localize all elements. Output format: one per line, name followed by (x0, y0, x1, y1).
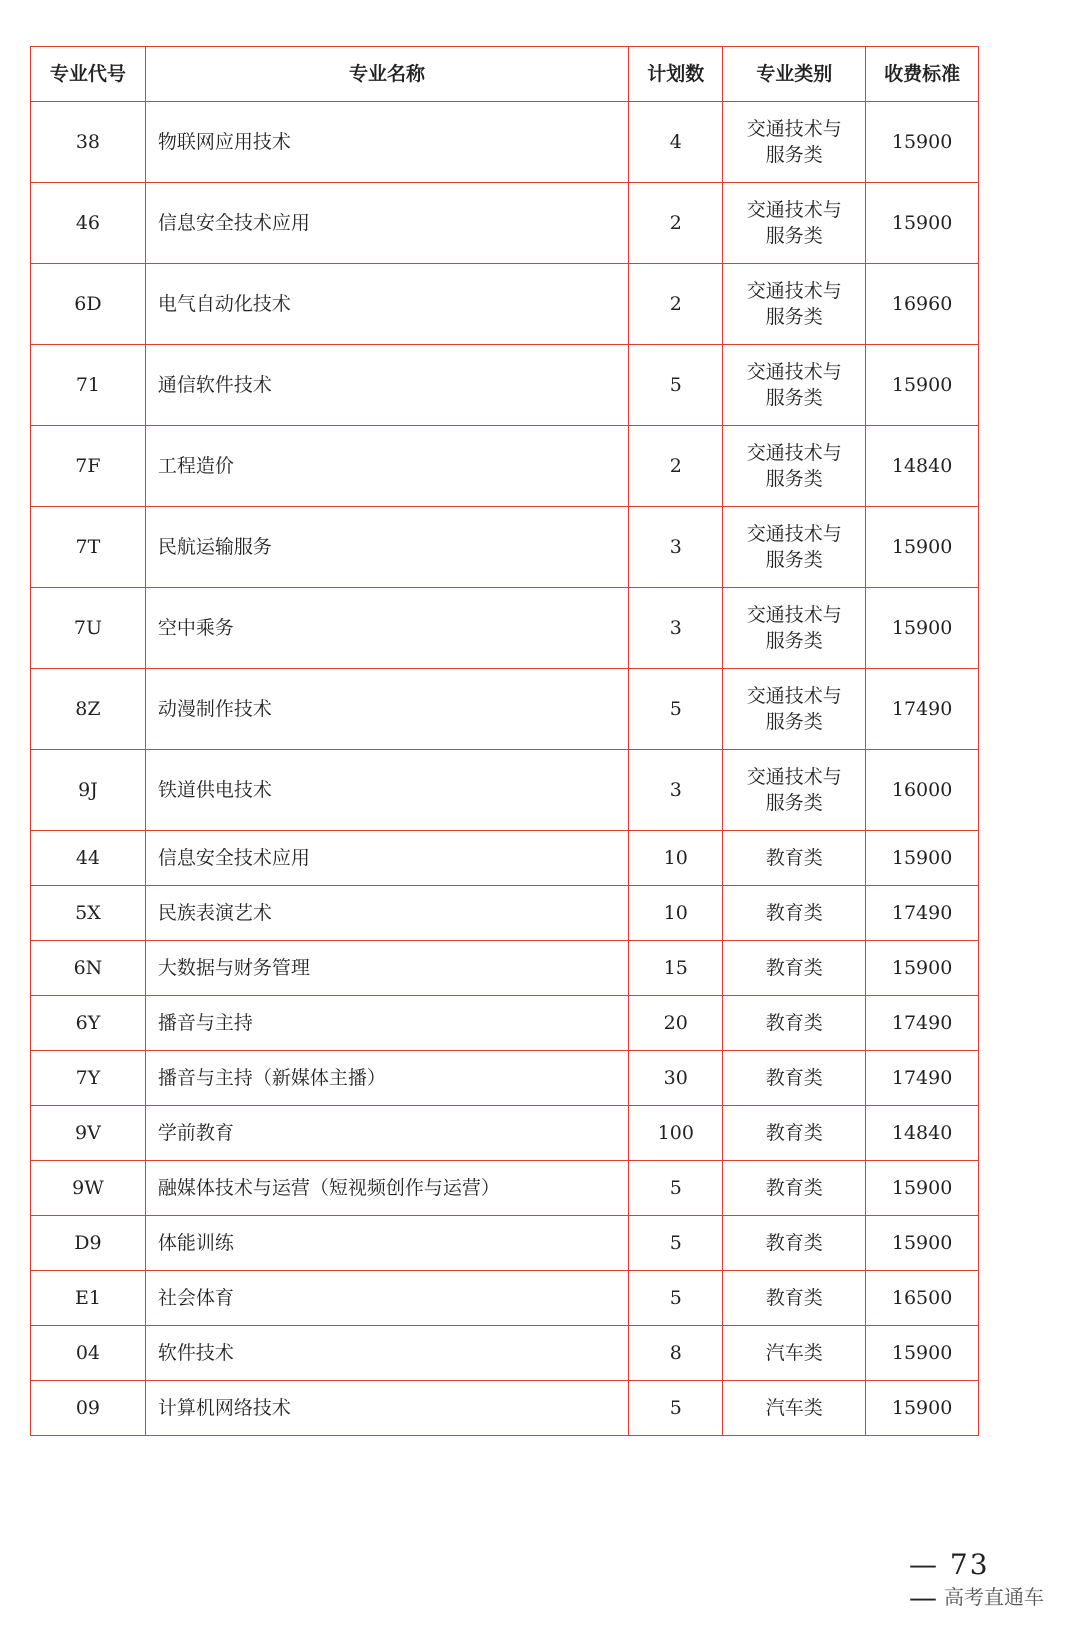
cell-fee: 16960 (866, 264, 979, 345)
cell-category (723, 1326, 866, 1381)
cell-name: 民族表演艺术 (145, 886, 628, 941)
cell-fee: 16000 (866, 750, 979, 831)
cell-code: 7F (31, 426, 146, 507)
cell-name: 动漫制作技术 (145, 669, 628, 750)
table-row (31, 941, 979, 996)
category-line-1: 教育类 (765, 1287, 823, 1309)
cell-fee: 15900 (866, 345, 979, 426)
table-row (31, 102, 979, 183)
cell-category (723, 886, 866, 941)
cell-fee: 15900 (866, 507, 979, 588)
category-line-2: 服务类 (765, 549, 823, 571)
cell-category (723, 426, 866, 507)
cell-code: 6D (31, 264, 146, 345)
cell-name: 体能训练 (145, 1216, 628, 1271)
cell-fee: 15900 (866, 831, 979, 886)
table-row (31, 1271, 979, 1326)
cell-plan: 5 (629, 669, 723, 750)
cell-fee: 15900 (866, 183, 979, 264)
category-line-1: 交通技术与 (746, 118, 842, 140)
cell-name: 铁道供电技术 (145, 750, 628, 831)
cell-plan: 2 (629, 264, 723, 345)
category-line-1: 交通技术与 (746, 766, 842, 788)
table-row (31, 183, 979, 264)
category-line-2: 服务类 (765, 387, 823, 409)
cell-code: 09 (31, 1381, 146, 1436)
cell-plan: 20 (629, 996, 723, 1051)
header-fee: 收费标准 (866, 47, 979, 102)
table-row (31, 996, 979, 1051)
cell-name: 信息安全技术应用 (145, 831, 628, 886)
cell-name: 民航运输服务 (145, 507, 628, 588)
table-row (31, 345, 979, 426)
category-line-1: 教育类 (765, 1232, 823, 1254)
cell-name: 空中乘务 (145, 588, 628, 669)
category-line-1: 教育类 (765, 1177, 823, 1199)
cell-plan: 4 (629, 102, 723, 183)
cell-code: 9W (31, 1161, 146, 1216)
category-line-1: 交通技术与 (746, 361, 842, 383)
table-header-row (31, 47, 979, 102)
cell-plan: 15 (629, 941, 723, 996)
cell-category (723, 1216, 866, 1271)
cell-plan: 30 (629, 1051, 723, 1106)
table-body (31, 102, 979, 1436)
cell-category (723, 750, 866, 831)
header-code: 专业代号 (31, 47, 146, 102)
table-row (31, 1216, 979, 1271)
category-line-1: 汽车类 (765, 1342, 823, 1364)
cell-name: 物联网应用技术 (145, 102, 628, 183)
cell-category (723, 183, 866, 264)
category-line-2: 服务类 (765, 144, 823, 166)
cell-category (723, 669, 866, 750)
cell-fee: 17490 (866, 996, 979, 1051)
category-line-1: 教育类 (765, 1067, 823, 1089)
cell-category (723, 345, 866, 426)
cell-name: 播音与主持 (145, 996, 628, 1051)
cell-name: 计算机网络技术 (145, 1381, 628, 1436)
cell-plan: 10 (629, 831, 723, 886)
cell-category (723, 1161, 866, 1216)
cell-code: 04 (31, 1326, 146, 1381)
table-row (31, 1161, 979, 1216)
table-row (31, 264, 979, 345)
cell-plan: 5 (629, 345, 723, 426)
cell-code: 71 (31, 345, 146, 426)
category-line-1: 交通技术与 (746, 442, 842, 464)
cell-category (723, 507, 866, 588)
cell-category (723, 102, 866, 183)
cell-code: 6N (31, 941, 146, 996)
cell-name: 信息安全技术应用 (145, 183, 628, 264)
cell-plan: 3 (629, 588, 723, 669)
cell-code: 7T (31, 507, 146, 588)
cell-fee: 16500 (866, 1271, 979, 1326)
cell-code: 46 (31, 183, 146, 264)
cell-plan: 5 (629, 1271, 723, 1326)
category-line-1: 教育类 (765, 902, 823, 924)
cell-category (723, 996, 866, 1051)
cell-plan: 2 (629, 426, 723, 507)
table-row (31, 426, 979, 507)
cell-code: 9V (31, 1106, 146, 1161)
cell-code: 7U (31, 588, 146, 669)
major-table (30, 46, 979, 1436)
cell-fee: 15900 (866, 1216, 979, 1271)
category-line-1: 交通技术与 (746, 604, 842, 626)
cell-code: D9 (31, 1216, 146, 1271)
cell-fee: 17490 (866, 669, 979, 750)
header-category: 专业类别 (723, 47, 866, 102)
category-line-1: 交通技术与 (746, 280, 842, 302)
cell-plan: 5 (629, 1161, 723, 1216)
cell-category (723, 1271, 866, 1326)
table-row (31, 507, 979, 588)
table-row (31, 750, 979, 831)
cell-plan: 3 (629, 750, 723, 831)
cell-code: 7Y (31, 1051, 146, 1106)
cell-category (723, 1051, 866, 1106)
cell-name: 融媒体技术与运营（短视频创作与运营） (145, 1161, 628, 1216)
cell-plan: 10 (629, 886, 723, 941)
category-line-2: 服务类 (765, 711, 823, 733)
cell-name: 工程造价 (145, 426, 628, 507)
category-line-1: 教育类 (765, 847, 823, 869)
cell-plan: 2 (629, 183, 723, 264)
cell-fee: 17490 (866, 886, 979, 941)
watermark: 高考直通车 (944, 1585, 1044, 1609)
cell-plan: 8 (629, 1326, 723, 1381)
cell-plan: 100 (629, 1106, 723, 1161)
cell-plan: 3 (629, 507, 723, 588)
category-line-2: 服务类 (765, 468, 823, 490)
cell-name: 电气自动化技术 (145, 264, 628, 345)
cell-category (723, 941, 866, 996)
table-row (31, 1326, 979, 1381)
category-line-1: 汽车类 (765, 1397, 823, 1419)
cell-code: 6Y (31, 996, 146, 1051)
cell-code: E1 (31, 1271, 146, 1326)
cell-name: 社会体育 (145, 1271, 628, 1326)
page-number: — 73 — (909, 1548, 990, 1614)
table-row (31, 588, 979, 669)
cell-fee: 17490 (866, 1051, 979, 1106)
category-line-1: 交通技术与 (746, 523, 842, 545)
header-name: 专业名称 (145, 47, 628, 102)
cell-fee: 15900 (866, 941, 979, 996)
table-row (31, 669, 979, 750)
cell-name: 大数据与财务管理 (145, 941, 628, 996)
cell-fee: 15900 (866, 1381, 979, 1436)
category-line-1: 教育类 (765, 1122, 823, 1144)
category-line-2: 服务类 (765, 306, 823, 328)
cell-fee: 14840 (866, 1106, 979, 1161)
cell-name: 播音与主持（新媒体主播） (145, 1051, 628, 1106)
cell-fee: 15900 (866, 1326, 979, 1381)
category-line-2: 服务类 (765, 225, 823, 247)
cell-code: 9J (31, 750, 146, 831)
table-row (31, 886, 979, 941)
cell-code: 38 (31, 102, 146, 183)
cell-category (723, 588, 866, 669)
cell-category (723, 831, 866, 886)
cell-category (723, 1106, 866, 1161)
category-line-1: 教育类 (765, 1012, 823, 1034)
table-row (31, 1051, 979, 1106)
table-row (31, 1106, 979, 1161)
cell-fee: 14840 (866, 426, 979, 507)
cell-category (723, 1381, 866, 1436)
category-line-1: 教育类 (765, 957, 823, 979)
category-line-1: 交通技术与 (746, 685, 842, 707)
cell-fee: 15900 (866, 1161, 979, 1216)
category-line-1: 交通技术与 (746, 199, 842, 221)
cell-fee: 15900 (866, 588, 979, 669)
table-row (31, 831, 979, 886)
cell-code: 8Z (31, 669, 146, 750)
cell-plan: 5 (629, 1216, 723, 1271)
cell-fee: 15900 (866, 102, 979, 183)
cell-code: 44 (31, 831, 146, 886)
category-line-2: 服务类 (765, 792, 823, 814)
table-row (31, 1381, 979, 1436)
cell-name: 学前教育 (145, 1106, 628, 1161)
cell-name: 通信软件技术 (145, 345, 628, 426)
cell-name: 软件技术 (145, 1326, 628, 1381)
category-line-2: 服务类 (765, 630, 823, 652)
header-plan: 计划数 (629, 47, 723, 102)
cell-category (723, 264, 866, 345)
cell-plan: 5 (629, 1381, 723, 1436)
cell-code: 5X (31, 886, 146, 941)
